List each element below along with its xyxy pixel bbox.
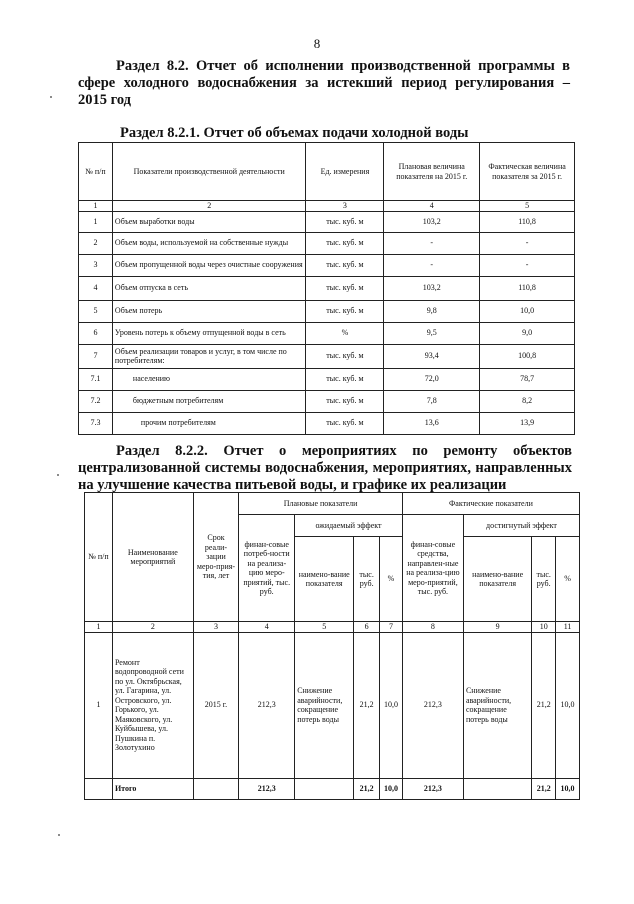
- empty-cell: [193, 778, 239, 799]
- index-cell: 1: [79, 201, 113, 212]
- header-actual: Фактические показатели: [402, 493, 579, 515]
- header-unit: Ед. измерения: [306, 143, 384, 201]
- row-plan-tr: 21,2: [354, 632, 380, 778]
- row-num: 7: [79, 344, 113, 368]
- row-num: 3: [79, 254, 113, 276]
- row-num: 7.3: [79, 412, 113, 434]
- row-plan: 9,5: [384, 322, 480, 344]
- row-plan: -: [384, 254, 480, 276]
- total-plan-finance: 212,3: [239, 778, 295, 799]
- row-measure-name: Ремонт водопроводной сети по ул. Октябрьская, ул. Гагарина, ул. Островского, ул. Горького, ул. Маяковского, ул. Куйбышева, ул. Пушкина п. Золотухино: [112, 632, 193, 778]
- index-cell: 9: [463, 622, 531, 633]
- row-unit: тыс. куб. м: [306, 300, 384, 322]
- header-planned: Плановые показатели: [239, 493, 403, 515]
- row-unit: тыс. куб. м: [306, 368, 384, 390]
- index-cell: 2: [112, 622, 193, 633]
- table-row: [79, 300, 575, 322]
- row-fact: 13,9: [480, 412, 575, 434]
- header-plan-tr: тыс. руб.: [354, 537, 380, 622]
- row-fact: 78,7: [480, 368, 575, 390]
- index-cell: 7: [380, 622, 403, 633]
- row-unit: тыс. куб. м: [306, 390, 384, 412]
- table-header-row: [79, 143, 575, 201]
- section-8-2-1-title: Раздел 8.2.1. Отчет об объемах подачи холодной воды: [120, 125, 469, 141]
- row-num: 1: [79, 211, 113, 232]
- table-row: [79, 232, 575, 254]
- row-unit: тыс. куб. м: [306, 232, 384, 254]
- section-8-2-2-heading: [78, 443, 572, 494]
- row-fact: 9,0: [480, 322, 575, 344]
- row-fact: -: [480, 232, 575, 254]
- table-row: [85, 632, 580, 778]
- row-plan: 103,2: [384, 211, 480, 232]
- row-fact: 10,0: [480, 300, 575, 322]
- row-indicator: Объем выработки воды: [112, 211, 306, 232]
- row-indicator: населению: [112, 368, 306, 390]
- empty-cell: [85, 778, 113, 799]
- row-plan: 13,6: [384, 412, 480, 434]
- section-8-2-heading: [78, 58, 570, 109]
- row-num: 4: [79, 276, 113, 300]
- header-fact-pct: %: [556, 537, 580, 622]
- index-cell: 8: [402, 622, 463, 633]
- row-plan: 103,2: [384, 276, 480, 300]
- repair-measures-table: [84, 492, 580, 800]
- index-cell: 2: [112, 201, 306, 212]
- row-num: 1: [85, 632, 113, 778]
- row-indicator: Объем потерь: [112, 300, 306, 322]
- total-label: Итого: [112, 778, 193, 799]
- row-fact: 8,2: [480, 390, 575, 412]
- row-unit: тыс. куб. м: [306, 344, 384, 368]
- row-fact-tr: 21,2: [532, 632, 556, 778]
- row-fact: 110,8: [480, 276, 575, 300]
- header-plan: Плановая величина показателя на 2015 г.: [384, 143, 480, 201]
- header-fact-tr: тыс. руб.: [532, 537, 556, 622]
- row-num: 7.2: [79, 390, 113, 412]
- total-plan-tr: 21,2: [354, 778, 380, 799]
- index-cell: 5: [295, 622, 354, 633]
- index-cell: 10: [532, 622, 556, 633]
- header-fact-finance: финан-совые средства, направлен-ные на реализа-цию меро-приятий, тыс. руб.: [402, 515, 463, 622]
- header-num: № п/п: [85, 493, 113, 622]
- table-row: [79, 368, 575, 390]
- scan-speck: [50, 96, 52, 98]
- index-cell: 11: [556, 622, 580, 633]
- section-8-2-2-line-1: Раздел 8.2.2. Отчет о мероприятиях по ремонту объектов: [116, 443, 572, 459]
- row-unit: тыс. куб. м: [306, 211, 384, 232]
- row-indicator: бюджетным потребителям: [112, 390, 306, 412]
- total-fact-finance: 212,3: [402, 778, 463, 799]
- row-fact: -: [480, 254, 575, 276]
- table-row: [79, 412, 575, 434]
- row-plan: 7,8: [384, 390, 480, 412]
- row-plan: 93,4: [384, 344, 480, 368]
- header-plan-indicator: наимено-вание показателя: [295, 537, 354, 622]
- header-expected-effect: ожидаемый эффект: [295, 515, 403, 537]
- header-term: Срок реали-зации меро-прия-тия, лет: [193, 493, 239, 622]
- row-fact-finance: 212,3: [402, 632, 463, 778]
- row-plan-indicator: Снижение аварийности, сокращение потерь воды: [295, 632, 354, 778]
- table-row: [79, 276, 575, 300]
- table-row: [79, 211, 575, 232]
- header-fact-indicator: наимено-вание показателя: [463, 537, 531, 622]
- row-fact-pct: 10,0: [556, 632, 580, 778]
- header-measure-name: Наименование мероприятий: [112, 493, 193, 622]
- table-header-row: [85, 493, 580, 515]
- index-cell: 6: [354, 622, 380, 633]
- row-plan-finance: 212,3: [239, 632, 295, 778]
- row-num: 7.1: [79, 368, 113, 390]
- header-fact: Фактическая величина показателя за 2015 г.: [480, 143, 575, 201]
- row-indicator: Объем воды, используемой на собственные нужды: [112, 232, 306, 254]
- row-unit: тыс. куб. м: [306, 276, 384, 300]
- row-indicator: Объем отпуска в сеть: [112, 276, 306, 300]
- table-row: [79, 254, 575, 276]
- table-index-row: [85, 622, 580, 633]
- index-cell: 1: [85, 622, 113, 633]
- page-number: 8: [313, 36, 321, 51]
- row-fact-indicator: Снижение аварийности, сокращение потерь воды: [463, 632, 531, 778]
- section-8-2-2-line-2: централизованной системы водоснабжения, мероприятиях, направленных: [78, 460, 572, 476]
- row-indicator: Объем пропущенной воды через очистные сооружения: [112, 254, 306, 276]
- row-unit: тыс. куб. м: [306, 254, 384, 276]
- header-plan-pct: %: [380, 537, 403, 622]
- row-plan: 9,8: [384, 300, 480, 322]
- total-fact-tr: 21,2: [532, 778, 556, 799]
- section-8-2-line-3: 2015 год: [78, 92, 132, 108]
- total-fact-pct: 10,0: [556, 778, 580, 799]
- row-fact: 110,8: [480, 211, 575, 232]
- row-num: 6: [79, 322, 113, 344]
- scan-speck: [58, 834, 60, 836]
- row-plan: -: [384, 232, 480, 254]
- section-8-2-2-line-3: на улучшение качества питьевой воды, и графике их реализации: [78, 477, 507, 493]
- row-plan: 72,0: [384, 368, 480, 390]
- header-num: № п/п: [79, 143, 113, 201]
- row-plan-pct: 10,0: [380, 632, 403, 778]
- row-indicator: Объем реализации товаров и услуг, в том числе по потребителям:: [112, 344, 306, 368]
- table-row: [79, 322, 575, 344]
- table-index-row: [79, 201, 575, 212]
- header-indicator: Показатели производственной деятельности: [112, 143, 306, 201]
- row-unit: %: [306, 322, 384, 344]
- empty-cell: [295, 778, 354, 799]
- empty-cell: [463, 778, 531, 799]
- water-supply-volume-table: [78, 142, 575, 435]
- total-row: [85, 778, 580, 799]
- row-num: 5: [79, 300, 113, 322]
- row-unit: тыс. куб. м: [306, 412, 384, 434]
- index-cell: 4: [239, 622, 295, 633]
- header-plan-finance: финан-совые потреб-ности на реализа-цию меро-приятий, тыс. руб.: [239, 515, 295, 622]
- row-indicator: Уровень потерь к объему отпущенной воды в сеть: [112, 322, 306, 344]
- index-cell: 3: [306, 201, 384, 212]
- table-row: [79, 390, 575, 412]
- row-term: 2015 г.: [193, 632, 239, 778]
- row-fact: 100,8: [480, 344, 575, 368]
- table-row: [79, 344, 575, 368]
- row-indicator: прочим потребителям: [112, 412, 306, 434]
- scan-speck: [57, 474, 59, 476]
- header-achieved-effect: достигнутый эффект: [463, 515, 579, 537]
- row-num: 2: [79, 232, 113, 254]
- index-cell: 3: [193, 622, 239, 633]
- section-8-2-line-2: сфере холодного водоснабжения за истекший период регулирования –: [78, 75, 570, 91]
- total-plan-pct: 10,0: [380, 778, 403, 799]
- index-cell: 5: [480, 201, 575, 212]
- index-cell: 4: [384, 201, 480, 212]
- section-8-2-line-1: Раздел 8.2. Отчет об исполнении производственной программы в: [116, 58, 570, 74]
